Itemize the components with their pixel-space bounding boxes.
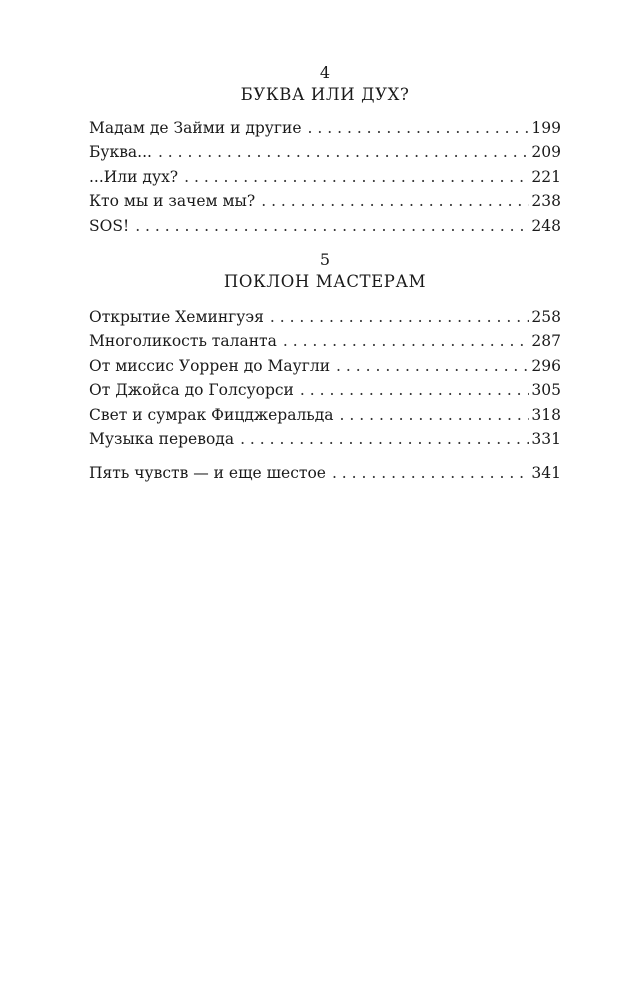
toc-entry-page: 221 xyxy=(531,167,561,186)
toc-entry-title: Многоликость таланта xyxy=(89,332,277,351)
toc-entry[interactable] xyxy=(89,427,561,451)
section-title: ПОКЛОН МАСТЕРАМ xyxy=(223,272,427,291)
toc-entry[interactable] xyxy=(89,329,561,353)
toc-final xyxy=(89,461,561,485)
toc-entry[interactable] xyxy=(89,354,561,378)
toc-entry-page: 199 xyxy=(531,119,561,137)
toc-entry[interactable] xyxy=(89,461,561,485)
toc-list xyxy=(89,116,561,238)
toc-entry-page: 238 xyxy=(531,192,561,211)
toc-list xyxy=(89,305,561,451)
leader-dots xyxy=(283,329,530,353)
toc-entry-title: Открытие Хемингуэя xyxy=(89,308,264,326)
toc-section-5 xyxy=(89,251,561,451)
toc-entry-title: От Джойса до Голсуорси xyxy=(89,381,294,400)
toc-entry-title: Буква... xyxy=(89,143,152,162)
leader-dots xyxy=(270,305,530,329)
leader-dots xyxy=(300,378,530,402)
toc-entry-page: 341 xyxy=(531,464,561,482)
toc-entry-title: От миссис Уоррен до Маугли xyxy=(89,356,331,375)
leader-dots xyxy=(332,461,529,485)
section-title: БУКВА ИЛИ ДУХ? xyxy=(240,85,410,104)
leader-dots xyxy=(184,165,529,189)
leader-dots xyxy=(340,403,530,427)
toc-entry[interactable] xyxy=(89,189,561,213)
toc-entry-page: 248 xyxy=(531,216,561,235)
toc-entry[interactable] xyxy=(89,140,561,164)
toc-entry[interactable] xyxy=(89,214,561,238)
toc-entry-page: 296 xyxy=(531,356,561,375)
toc-entry-page: 258 xyxy=(531,308,561,326)
toc-entry-page: 209 xyxy=(531,143,561,162)
toc-entry[interactable] xyxy=(89,165,561,189)
leader-dots xyxy=(308,116,530,140)
leader-dots xyxy=(158,140,529,164)
toc-list xyxy=(89,461,561,485)
toc-entry-title: Мадам де Займи и другие xyxy=(89,119,302,137)
toc-entry-page: 305 xyxy=(531,381,561,400)
toc-entry-title: Свет и сумрак Фицджеральда xyxy=(89,405,334,424)
toc-entry-page: 331 xyxy=(531,429,561,448)
section-number: 4 xyxy=(319,63,331,82)
toc-entry[interactable] xyxy=(89,378,561,402)
toc-entry-title: SOS! xyxy=(89,216,130,235)
leader-dots xyxy=(135,214,529,238)
toc-entry-title: Кто мы и зачем мы? xyxy=(89,192,256,211)
toc-entry[interactable] xyxy=(89,403,561,427)
toc-entry[interactable] xyxy=(89,116,561,140)
toc-entry-title: ...Или дух? xyxy=(89,167,179,186)
toc-entry-title: Музыка перевода xyxy=(89,429,235,448)
toc-entry[interactable] xyxy=(89,305,561,329)
toc-section-4 xyxy=(89,64,561,238)
leader-dots xyxy=(336,354,529,378)
section-number: 5 xyxy=(319,250,331,269)
toc-entry-page: 287 xyxy=(531,332,561,351)
toc-entry-page: 318 xyxy=(531,405,561,424)
leader-dots xyxy=(240,427,529,451)
toc-entry-title: Пять чувств — и еще шестое xyxy=(89,464,326,482)
leader-dots xyxy=(261,189,529,213)
